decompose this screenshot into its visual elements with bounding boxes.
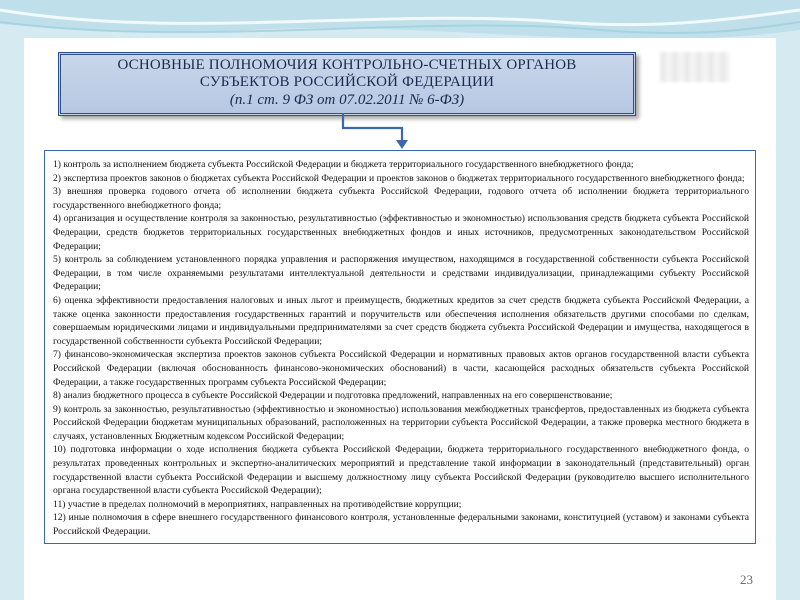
list-item: 9) контроль за законностью, результативностью (эффективностью и экономностью) использования межбюджетных трансфертов, предоставленных из бюджета субъекта Российской Федерации бюджетам муниципальных образований, расположенных на территории субъекта Российской Федерации, а также проверка местного бюджета в случаях, установленных Бюджетным кодексом Российской Федерации; xyxy=(53,403,749,442)
list-item: 12) иные полномочия в сфере внешнего государственного финансового контроля, установленные федеральными законами, конституцией (уставом) и законами субъекта Российской Федерации. xyxy=(53,512,749,538)
list-item: 10) подготовка информации о ходе исполнения бюджета субъекта Российской Федерации, бюджета территориального государственного внебюджетного фонда, о результатах проведенных контрольных и экспертно-аналитических мероприятий и представление такой информации в законодательный (представительный) орган государственной власти субъекта Российской Федерации и высшему должностному лицу субъекта Российской Федерации (руководителю высшего исполнительного органа государственной власти субъекта Российской Федерации); xyxy=(53,444,749,497)
list-item: 4) организация и осуществление контроля за законностью, результативностью (эффективностью и экономностью) использования средств бюджета субъекта Российской Федерации, средств бюджетов территориальных государственных внебюджетных фондов и иных источников, предусмотренных законодательством Российской Федерации; xyxy=(53,213,749,252)
list-item: 7) финансово-экономическая экспертиза проектов законов субъекта Российской Федерации и нормативных правовых актов органов государственной власти субъекта Российской Федерации (включая обоснованность финансово-экономических обоснований) в части, касающейся расходных обязательств субъекта Российской Федерации, а также государственных программ субъекта Российской Федерации; xyxy=(53,349,749,388)
list-item: 1) контроль за исполнением бюджета субъекта Российской Федерации и бюджета территориального государственного внебюджетного фонда; xyxy=(53,159,634,170)
list-item: 2) экспертиза проектов законов о бюджетах субъекта Российской Федерации и проектов законов о бюджетах территориального государственного внебюджетного фонда; xyxy=(53,172,745,184)
page-number: 23 xyxy=(740,572,753,587)
title-reference: (п.1 ст. 9 ФЗ от 07.02.2011 № 6-ФЗ) xyxy=(229,92,465,108)
list-item: 8) анализ бюджетного процесса в субъекте Российской Федерации и подготовка предложений, направленных на его совершенствование; xyxy=(53,390,613,402)
title-line-1: ОСНОВНЫЕ ПОЛНОМОЧИЯ КОНТРОЛЬНО-СЧЕТНЫХ ОРГАНОВ xyxy=(117,57,577,73)
list-item: 3) внешняя проверка годового отчета об исполнении бюджета субъекта Российской Федерации, годового отчета об исполнении бюджета территориального государственного внебюджетного фонда; xyxy=(53,186,749,211)
list-item: 11) участие в пределах полномочий в мероприятиях, направленных на противодействие коррупции; xyxy=(53,498,462,510)
list-item: 6) оценка эффективности предоставления налоговых и иных льгот и преимуществ, бюджетных кредитов за счет средств бюджета субъекта Российской Федерации, а также оценка законности предоставления государственных гарантий и поручительств или обеспечения исполнения обязательств другими способами по сделкам, совершаемым юридическими лицами и индивидуальными предпринимателями за счет средств бюджета субъекта Российской Федерации и имущества, находящегося в государственной собственности субъекта Российской Федерации; xyxy=(53,294,749,347)
list-item: 5) контроль за соблюдением установленного порядка управления и распоряжения имуществом, находящимся в государственной собственности субъекта Российской Федерации, в том числе охраняемыми результатами интеллектуальной деятельности и средствами индивидуализации, принадлежащими субъекту Российской Федерации; xyxy=(53,254,749,293)
powers-list xyxy=(44,150,756,544)
title-line-2: СУБЪЕКТОВ РОССИЙСКОЙ ФЕДЕРАЦИИ xyxy=(199,74,495,90)
